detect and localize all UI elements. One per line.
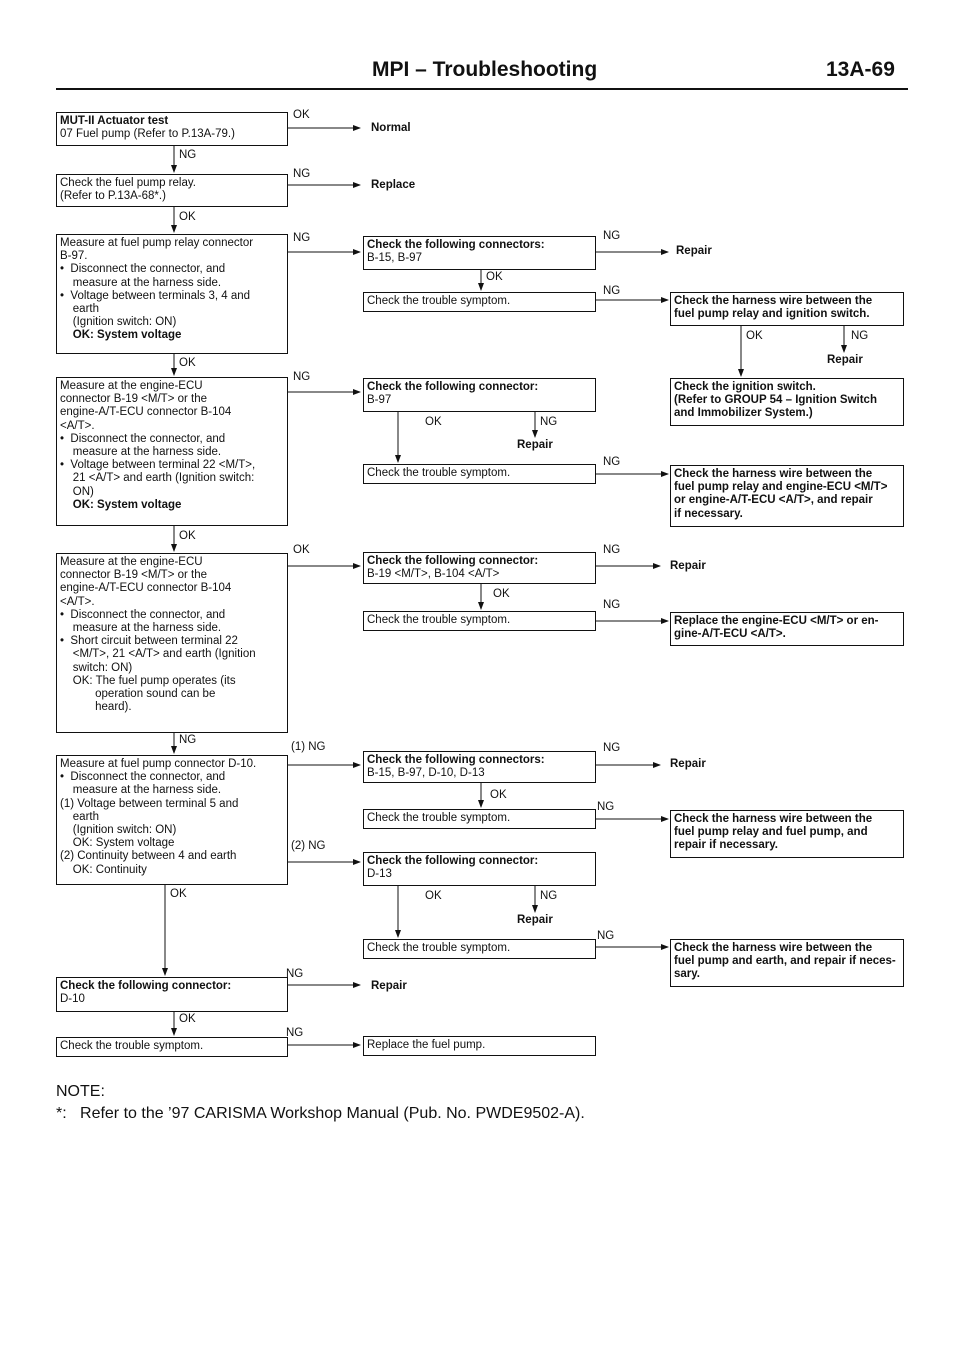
final-trouble-symptom-box bbox=[56, 1037, 288, 1057]
result-replace: Replace bbox=[371, 179, 416, 191]
box-line: earth bbox=[60, 303, 99, 316]
box-line: fuel pump relay and fuel pump, and bbox=[674, 826, 868, 839]
branch-label-ok: OK bbox=[425, 890, 442, 902]
box-line: Measure at fuel pump connector D-10. bbox=[60, 758, 257, 770]
box-line: Check the fuel pump relay. bbox=[60, 177, 196, 189]
box-line: repair if necessary. bbox=[674, 839, 778, 852]
branch-label-ng-2: (2) NG bbox=[291, 840, 326, 852]
branch-label-ng: NG bbox=[603, 742, 621, 754]
box-line: earth bbox=[60, 810, 99, 823]
branch-label-ng: NG bbox=[293, 168, 311, 180]
connector-d13-check-box bbox=[363, 852, 596, 886]
trouble-symptom-box-4 bbox=[363, 809, 596, 829]
box-line: Check the harness wire between the bbox=[674, 468, 873, 480]
box-line: B-19 <M/T>, B-104 <A/T> bbox=[367, 568, 500, 581]
box-line: Check the following connector: bbox=[60, 980, 232, 992]
ecu-voltage-measure-box bbox=[56, 377, 288, 526]
box-line: sary. bbox=[674, 968, 701, 981]
branch-label-ok: OK bbox=[170, 888, 187, 900]
box-line: Check the harness wire between the bbox=[674, 295, 873, 307]
result-repair: Repair bbox=[670, 560, 706, 572]
harness-fuel-pump-earth-box bbox=[670, 939, 904, 987]
box-line: measure at the harness side. bbox=[60, 276, 222, 289]
box-line: 07 Fuel pump (Refer to P.13A-79.) bbox=[60, 128, 235, 141]
box-line: (Ignition switch: ON) bbox=[60, 824, 177, 837]
box-line: Check the following connector: bbox=[367, 555, 539, 567]
branch-label-ok: OK bbox=[179, 357, 196, 369]
box-line: gine-A/T-ECU <A/T>. bbox=[674, 628, 786, 641]
box-line: fuel pump relay and engine-ECU <M/T> bbox=[674, 481, 888, 494]
trouble-symptom-box-5 bbox=[363, 939, 596, 959]
fuel-pump-connector-measure-box bbox=[56, 755, 288, 885]
box-line: Check the harness wire between the bbox=[674, 813, 873, 825]
box-line: OK: System voltage bbox=[60, 329, 182, 342]
branch-label-ok: OK bbox=[293, 544, 310, 556]
box-line: Check the harness wire between the bbox=[674, 942, 873, 954]
box-line: • Disconnect the connector, and bbox=[60, 432, 226, 445]
box-line: Check the trouble symptom. bbox=[367, 614, 511, 626]
harness-relay-ecu-box bbox=[670, 465, 904, 527]
page-section-title: MPI – Troubleshooting bbox=[372, 58, 598, 81]
ignition-switch-check-box bbox=[670, 378, 904, 426]
box-line: operation sound can be bbox=[60, 688, 216, 701]
box-line: • Voltage between terminals 3, 4 and bbox=[60, 289, 251, 302]
box-line: B-15, B-97 bbox=[367, 252, 422, 265]
branch-label-ok: OK bbox=[179, 211, 196, 223]
result-repair: Repair bbox=[670, 758, 706, 770]
box-line: if necessary. bbox=[674, 507, 743, 520]
box-line: Replace the engine-ECU <M/T> or en- bbox=[674, 615, 879, 627]
branch-label-ok: OK bbox=[490, 789, 507, 801]
branch-label-ng: NG bbox=[603, 599, 621, 611]
branch-label-ng: NG bbox=[603, 456, 621, 468]
box-line: Check the trouble symptom. bbox=[367, 942, 511, 954]
box-line: • Disconnect the connector, and bbox=[60, 263, 226, 276]
trouble-symptom-box-3 bbox=[363, 611, 596, 631]
box-line: fuel pump relay and ignition switch. bbox=[674, 308, 870, 321]
box-line: OK: The fuel pump operates (its bbox=[60, 674, 236, 687]
box-line: B-97 bbox=[367, 394, 392, 407]
replace-ecu-box bbox=[670, 612, 904, 646]
box-line: D-13 bbox=[367, 868, 392, 881]
branch-label-ng: NG bbox=[179, 149, 197, 161]
box-line: Replace the fuel pump. bbox=[367, 1039, 486, 1051]
box-line: (2) Continuity between 4 and earth bbox=[60, 850, 237, 863]
box-line: <A/T>. bbox=[60, 595, 95, 608]
actuator-test-box bbox=[56, 112, 288, 146]
box-line: • Voltage between terminal 22 <M/T>, bbox=[60, 459, 256, 472]
box-line: ON) bbox=[60, 485, 94, 498]
result-normal: Normal bbox=[371, 122, 411, 134]
result-repair: Repair bbox=[517, 914, 553, 926]
box-line: <A/T>. bbox=[60, 419, 95, 432]
result-repair: Repair bbox=[371, 980, 407, 992]
branch-label-ok: OK bbox=[746, 330, 763, 342]
box-line: Check the following connector: bbox=[367, 855, 539, 867]
branch-label-ng: NG bbox=[851, 330, 869, 342]
replace-fuel-pump-box bbox=[363, 1036, 596, 1056]
box-line: (Refer to P.13A-68*.) bbox=[60, 190, 166, 203]
note-text: *: Refer to the ’97 CARISMA Workshop Manual (Pub. No. PWDE9502-A). bbox=[56, 1105, 585, 1122]
box-line: (Refer to GROUP 54 – Ignition Switch bbox=[674, 394, 877, 407]
box-line: connector B-19 <M/T> or the bbox=[60, 569, 208, 582]
harness-relay-fuel-pump-box bbox=[670, 810, 904, 858]
branch-label-ng: NG bbox=[293, 232, 311, 244]
branch-label-ng: NG bbox=[286, 968, 304, 980]
branch-label-ng: NG bbox=[597, 801, 615, 813]
box-line: (Ignition switch: ON) bbox=[60, 316, 177, 329]
branch-label-ok: OK bbox=[486, 271, 503, 283]
connector-d10-check-box bbox=[56, 977, 288, 1012]
box-line: OK: System voltage bbox=[60, 498, 182, 511]
branch-label-ok: OK bbox=[293, 109, 310, 121]
box-line: connector B-19 <M/T> or the bbox=[60, 393, 208, 406]
box-line: • Short circuit between terminal 22 bbox=[60, 635, 238, 648]
box-line: Check the following connector: bbox=[367, 381, 539, 393]
box-line: engine-A/T-ECU connector B-104 bbox=[60, 582, 232, 595]
box-line: OK: Continuity bbox=[60, 863, 147, 876]
box-line: fuel pump and earth, and repair if neces- bbox=[674, 955, 896, 968]
box-line: measure at the harness side. bbox=[60, 622, 222, 635]
box-line: (1) Voltage between terminal 5 and bbox=[60, 797, 239, 810]
box-line: • Disconnect the connector, and bbox=[60, 771, 226, 784]
note-heading: NOTE: bbox=[56, 1083, 105, 1100]
branch-label-ok: OK bbox=[493, 588, 510, 600]
box-line: 21 <A/T> and earth (Ignition switch: bbox=[60, 472, 255, 485]
connectors-b15-b97-d10-d13-check-box bbox=[363, 751, 596, 783]
box-line: Measure at fuel pump relay connector bbox=[60, 237, 254, 249]
connectors-b15-b97-check-box bbox=[363, 236, 596, 270]
branch-label-ng: NG bbox=[286, 1027, 304, 1039]
branch-label-ng: NG bbox=[603, 230, 621, 242]
box-line: Measure at the engine-ECU bbox=[60, 556, 203, 568]
box-line: OK: System voltage bbox=[60, 837, 175, 850]
box-line: <M/T>, 21 <A/T> and earth (Ignition bbox=[60, 648, 256, 661]
relay-connector-measure-box bbox=[56, 234, 288, 354]
box-line: B-97. bbox=[60, 250, 88, 263]
box-line: D-10 bbox=[60, 993, 85, 1006]
result-repair: Repair bbox=[676, 245, 712, 257]
connector-b19-b104-check-box bbox=[363, 552, 596, 584]
trouble-symptom-box-2 bbox=[363, 464, 596, 484]
box-line: Check the ignition switch. bbox=[674, 381, 816, 393]
box-line: measure at the harness side. bbox=[60, 446, 222, 459]
page-number: 13A-69 bbox=[826, 58, 895, 81]
box-line: B-15, B-97, D-10, D-13 bbox=[367, 767, 485, 780]
box-line: and Immobilizer System.) bbox=[674, 407, 813, 420]
box-line: engine-A/T-ECU connector B-104 bbox=[60, 406, 232, 419]
box-line: Check the trouble symptom. bbox=[367, 812, 511, 824]
branch-label-ng-1: (1) NG bbox=[291, 741, 326, 753]
box-line: Measure at the engine-ECU bbox=[60, 380, 203, 392]
box-line: Check the following connectors: bbox=[367, 754, 545, 766]
connector-b97-check-box bbox=[363, 378, 596, 412]
branch-label-ng: NG bbox=[293, 371, 311, 383]
box-line: heard). bbox=[60, 701, 132, 714]
trouble-symptom-box-1 bbox=[363, 292, 596, 312]
result-repair: Repair bbox=[517, 439, 553, 451]
box-line: Check the trouble symptom. bbox=[367, 467, 511, 479]
box-line: MUT-II Actuator test bbox=[60, 115, 169, 127]
result-repair: Repair bbox=[827, 354, 863, 366]
branch-label-ok: OK bbox=[179, 1013, 196, 1025]
branch-label-ng: NG bbox=[540, 890, 558, 902]
branch-label-ng: NG bbox=[597, 930, 615, 942]
branch-label-ok: OK bbox=[179, 530, 196, 542]
harness-relay-ignition-box bbox=[670, 292, 904, 326]
branch-label-ng: NG bbox=[540, 416, 558, 428]
box-line: Check the trouble symptom. bbox=[60, 1040, 204, 1052]
branch-label-ok: OK bbox=[425, 416, 442, 428]
fuel-pump-relay-check-box bbox=[56, 174, 288, 207]
ecu-short-circuit-measure-box bbox=[56, 553, 288, 733]
box-line: switch: ON) bbox=[60, 661, 133, 674]
box-line: Check the following connectors: bbox=[367, 239, 545, 251]
branch-label-ng: NG bbox=[179, 734, 197, 746]
branch-label-ng: NG bbox=[603, 544, 621, 556]
branch-label-ng: NG bbox=[603, 285, 621, 297]
box-line: measure at the harness side. bbox=[60, 784, 222, 797]
box-line: Check the trouble symptom. bbox=[367, 295, 511, 307]
box-line: • Disconnect the connector, and bbox=[60, 608, 226, 621]
box-line: or engine-A/T-ECU <A/T>, and repair bbox=[674, 494, 873, 507]
